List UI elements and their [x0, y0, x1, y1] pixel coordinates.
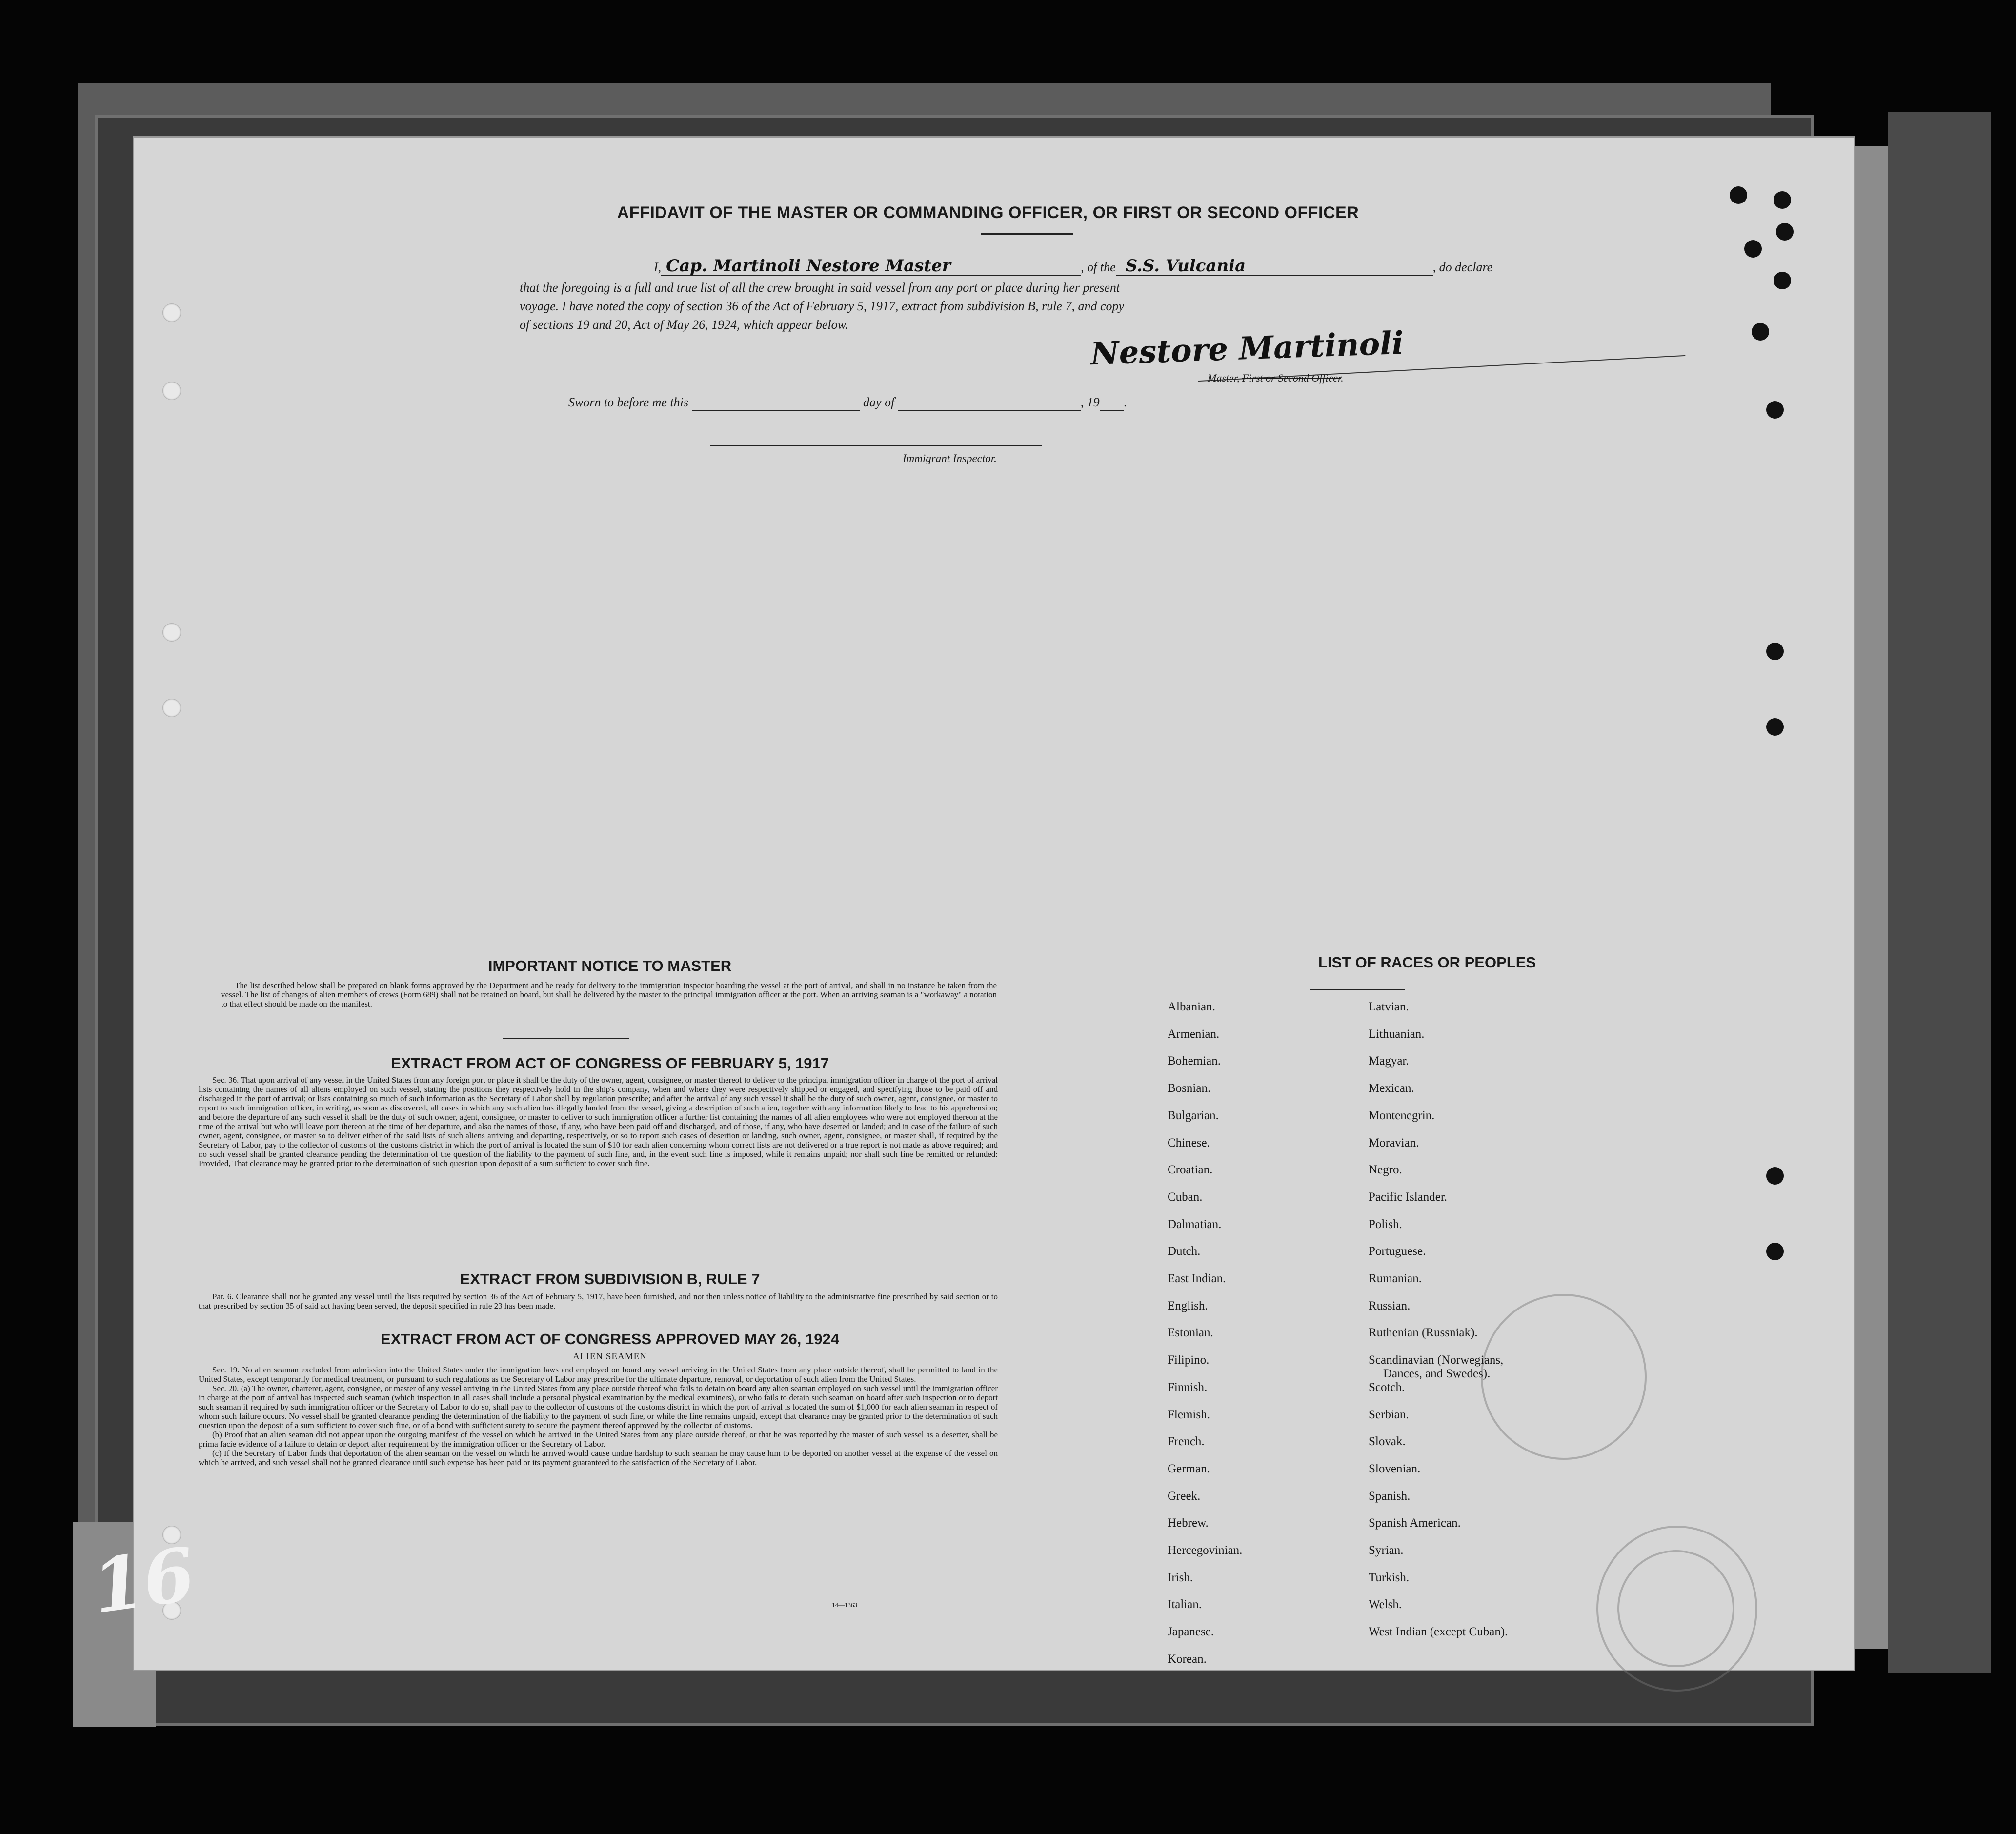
punch-hole: [1774, 191, 1791, 209]
sworn-day-field[interactable]: [692, 397, 860, 411]
race-item: Hercegovinian.: [1168, 1544, 1243, 1557]
notice-body: [221, 981, 997, 1008]
affidavit-line-1: [573, 258, 1603, 276]
caption-end: .: [1341, 372, 1344, 384]
race-item: Polish.: [1369, 1217, 1402, 1231]
race-item: Armenian.: [1168, 1027, 1220, 1041]
race-item: Albanian.: [1168, 1000, 1215, 1013]
punch-hole: [1752, 323, 1769, 341]
punch-hole: [1766, 1243, 1784, 1260]
extract-1917-paragraph: Sec. 36. That upon arrival of any vessel in the United States from any foreign port or place it shall be the duty of the owner, agent, consignee, or master thereof to deliver to the principal immigration officer in charge of the port of arrival lists containing the names of all aliens employed on such vessel, stating the positions they respectively hold in the ship's company, when and where they were respectively shipped or engaged, and specifying those to be paid off and discharged in the port of arrival; or lists containing so much of such information as the Secretary of Labor shall by regulation prescribe; and after the arrival of any such vessel it shall be the duty of such owner, agent, consignee, or master to report to such immigration officer, in writing, as soon as discovered, all cases in which any such alien has illegally landed from the vessel, giving a description of such alien, together with any information likely to lead to his apprehension; and before the departure of any such vessel it shall be the duty of such owner, agent, consignee, or master to deliver to such immigration officer a further list containing the names of all alien employees who were not employed thereon at the time of the arrival but who will leave port thereon at the time of her departure, and also the names of those, if any, who have been paid off and discharged, and of those, if any, who have deserted or landed; and in case of the failure of such owner, agent, consignee, or master so to deliver either of the said lists of such aliens arriving and departing, respectively, or so to report such cases of desertion or landing, such owner, agent, consignee, or master shall, if required by the Secretary of Labor, pay to the collector of customs of the customs district in which the port of arrival is located the sum of $10 for each alien concerning whom correct lists are not delivered or a true report is not made as above required; and no such vessel shall be granted clearance pending the determination of the question of the liability to the payment of such fine, and, in the event such fine is imposed, while it remains unpaid; nor shall such fine be remitted or refunded: Provided, That clearance may be granted prior to the determination of such question upon deposit of a sum sufficient to cover such fine.: [199, 1075, 998, 1168]
races-title: LIST OF RACES OR PEOPLES: [1318, 954, 1536, 971]
race-item: Korean.: [1168, 1652, 1207, 1666]
embossed-seal: [1617, 1550, 1734, 1667]
race-item: East Indian.: [1168, 1272, 1226, 1285]
race-item: Pacific Islander.: [1369, 1190, 1448, 1204]
race-item: Estonian.: [1168, 1326, 1213, 1340]
section-20c-paragraph: (c) If the Secretary of Labor finds that deportation of the alien seaman on the vessel on which he arrived would cause undue hardship to such seaman he may cause him to be deported on another vessel at the expense of the vessel on which he arrived, and such vessel shall not be granted clearance until such expense has been paid or its payment guaranteed to the satisfaction of the Secretary of Labor.: [199, 1449, 998, 1467]
race-item: Lithuanian.: [1369, 1027, 1425, 1041]
master-signature: Nestore Martinoli: [1089, 324, 1405, 373]
vessel-name-field[interactable]: S.S. Vulcania: [1116, 258, 1433, 276]
affidavit-title: AFFIDAVIT OF THE MASTER OR COMMANDING OFFICER, OR FIRST OR SECOND OFFICER: [617, 203, 1359, 222]
race-item: Ruthenian (Russniak).: [1369, 1326, 1478, 1340]
embossed-seal: [1481, 1294, 1647, 1460]
inspector-caption: Immigrant Inspector.: [903, 452, 997, 464]
race-item: Rumanian.: [1369, 1272, 1422, 1285]
sworn-year-field[interactable]: [1100, 397, 1124, 411]
race-item: Bohemian.: [1168, 1054, 1221, 1068]
race-item: German.: [1168, 1462, 1210, 1475]
divider: [1310, 989, 1405, 990]
section-20a-paragraph: Sec. 20. (a) The owner, charterer, agent, consignee, or master of any vessel arriving in the United States from any place outside thereof who fails to detain on board any alien seaman employed on such vessel until the immigration officer in charge at the port of arrival has inspected such seaman (which inspection in all cases shall include a personal physical examination by the medical examiners), or who fails to detain such seaman on board after such inspection or to deport such seaman if required by such immigration officer or the Secretary of Labor to do so, shall pay to the collector of customs of the customs district in which the port of arrival is located the sum of $1,000 for each alien seaman in respect of whom such failure occurs. No vessel shall be granted clearance pending the determination of the liability to the payment of such fine, or while the fine remains unpaid, except that clearance may be granted prior to the determination of such question upon the deposit of a sum sufficient to cover such fine, or of a bond with sufficient surety to secure the payment thereof approved by the collector of customs.: [199, 1384, 998, 1430]
section-19-paragraph: Sec. 19. No alien seaman excluded from admission into the United States under the immigration laws and employed on board any vessel arriving in the United States from any place outside thereof, shall be permitted to land in the United States, except temporarily for medical treatment, or pursuant to such regulations as the Secretary of Labor may prescribe for the ultimate departure, removal, or deportation of such alien from the United States.: [199, 1365, 998, 1384]
punch-hole: [162, 303, 181, 322]
notice-paragraph: The list described below shall be prepared on blank forms approved by the Department and be ready for delivery to the immigration inspector boarding the vessel at the port of arrival, and shall in no instance be taken from the vessel. The list of changes of alien members of crews (Form 689) shall not be retained on board, but shall be delivered by the master to the principal immigration officer at the port. When an arriving seaman is a "workaway" a notation to that effect should be made on the manifest.: [221, 981, 997, 1008]
race-item: Serbian.: [1369, 1408, 1409, 1421]
sworn-month-field[interactable]: [898, 397, 1081, 411]
year-prefix: , 19: [1080, 395, 1100, 409]
race-item: Filipino.: [1168, 1353, 1210, 1367]
punch-hole: [1766, 643, 1784, 660]
race-item: Finnish.: [1168, 1380, 1208, 1394]
race-item: Japanese.: [1168, 1625, 1214, 1639]
caption-master: Master,: [1208, 372, 1240, 384]
affidavit-i-prefix: I,: [654, 260, 662, 274]
race-item: Spanish American.: [1369, 1516, 1461, 1530]
race-item: Greek.: [1168, 1489, 1201, 1503]
section-20b-paragraph: (b) Proof that an alien seaman did not appear upon the outgoing manifest of the vessel on which he arrived in the United States from any place outside thereof, or that he was reported by the master of such vessel as a deserter, shall be prima facie evidence of a failure to detain or deport after requirement by the immigration officer or the Secretary of Labor.: [199, 1430, 998, 1449]
margin-handwritten-number: 16: [87, 1531, 200, 1631]
caption-struck-officer: First or Second Officer: [1242, 372, 1341, 384]
extract-1917-title: EXTRACT FROM ACT OF CONGRESS OF FEBRUARY 5, 1917: [391, 1055, 829, 1072]
race-item: Dances, and Swedes).: [1383, 1367, 1491, 1381]
race-item: Syrian.: [1369, 1544, 1404, 1557]
year-end: .: [1124, 395, 1128, 409]
race-item: English.: [1168, 1299, 1208, 1312]
form-number: 14—1363: [832, 1601, 857, 1609]
race-item: Hebrew.: [1168, 1516, 1209, 1530]
race-item: Negro.: [1369, 1163, 1402, 1177]
race-item: Scandinavian (Norwegians,: [1369, 1353, 1504, 1367]
race-item: Dalmatian.: [1168, 1217, 1222, 1231]
divider: [503, 1038, 629, 1039]
rule7-title: EXTRACT FROM SUBDIVISION B, RULE 7: [460, 1270, 760, 1288]
race-item: Mexican.: [1369, 1082, 1414, 1095]
divider: [981, 233, 1073, 235]
punch-hole: [1774, 272, 1791, 289]
affidavit-line-4: of sections 19 and 20, Act of May 26, 1924, which appear below.: [520, 318, 848, 332]
affidavit-line-3: voyage. I have noted the copy of section 36 of the Act of February 5, 1917, extract from subdivision B, rule 7, and copy: [520, 299, 1125, 313]
race-item: Latvian.: [1369, 1000, 1409, 1013]
sworn-prefix: Sworn to before me this: [568, 395, 689, 409]
extract-1924-subtitle: ALIEN SEAMEN: [573, 1351, 647, 1362]
extract-1917-body: [199, 1075, 998, 1168]
race-item: Slovenian.: [1369, 1462, 1421, 1475]
race-item: Portuguese.: [1369, 1245, 1426, 1258]
extract-1924-title: EXTRACT FROM ACT OF CONGRESS APPROVED MAY 26, 1924: [381, 1330, 839, 1348]
race-item: Moravian.: [1369, 1136, 1419, 1149]
punch-hole: [1766, 718, 1784, 736]
punch-hole: [1744, 240, 1762, 258]
race-item: Croatian.: [1168, 1163, 1213, 1177]
race-item: Cuban.: [1168, 1190, 1203, 1204]
inspector-signature-line[interactable]: [710, 445, 1042, 446]
race-item: Turkish.: [1369, 1571, 1410, 1584]
race-item: West Indian (except Cuban).: [1369, 1625, 1508, 1639]
affidavit-line-2: that the foregoing is a full and true list of all the crew brought in said vessel from any port or place during her present: [520, 281, 1120, 295]
race-item: Welsh.: [1369, 1598, 1402, 1612]
punch-hole: [162, 699, 181, 717]
sworn-line: [568, 394, 1127, 411]
master-name-field[interactable]: Cap. Martinoli Nestore Master: [661, 258, 1081, 276]
race-item: Dutch.: [1168, 1245, 1201, 1258]
punch-hole: [1766, 401, 1784, 419]
race-item: Flemish.: [1168, 1408, 1210, 1421]
punch-hole: [162, 623, 181, 642]
signature-caption: [1208, 369, 1344, 386]
race-item: Irish.: [1168, 1571, 1193, 1584]
punch-hole: [162, 382, 181, 400]
affidavit-do-declare: , do declare: [1432, 260, 1493, 274]
race-item: Chinese.: [1168, 1136, 1210, 1149]
punch-hole: [1730, 186, 1747, 204]
race-item: Bulgarian.: [1168, 1108, 1219, 1122]
race-item: Magyar.: [1369, 1054, 1409, 1068]
race-item: French.: [1168, 1435, 1205, 1449]
notice-title: IMPORTANT NOTICE TO MASTER: [488, 957, 732, 974]
rule7-body: [199, 1292, 998, 1310]
race-item: Bosnian.: [1168, 1082, 1211, 1095]
race-item: Spanish.: [1369, 1489, 1411, 1503]
background-sheet-edge: [1888, 112, 1991, 1673]
race-item: Russian.: [1369, 1299, 1411, 1312]
extract-1924-body: [199, 1365, 998, 1467]
rule7-paragraph: Par. 6. Clearance shall not be granted any vessel until the lists required by section 36 of the Act of February 5, 1917, have been furnished, and not then unless notice of liability to the administrative fine prescribed by said section or to that prescribed by section 35 of said act having been served, the deposit specified in rule 23 has been made.: [199, 1292, 998, 1310]
race-item: Montenegrin.: [1369, 1108, 1435, 1122]
race-item: Italian.: [1168, 1598, 1202, 1612]
race-item: Scotch.: [1369, 1380, 1405, 1394]
race-item: Slovak.: [1369, 1435, 1406, 1449]
punch-hole: [1766, 1167, 1784, 1185]
manifest-page: [87, 138, 1854, 1670]
affidavit-of-the: , of the: [1081, 260, 1116, 274]
punch-hole: [1776, 223, 1794, 241]
day-of-label: day of: [863, 395, 895, 409]
